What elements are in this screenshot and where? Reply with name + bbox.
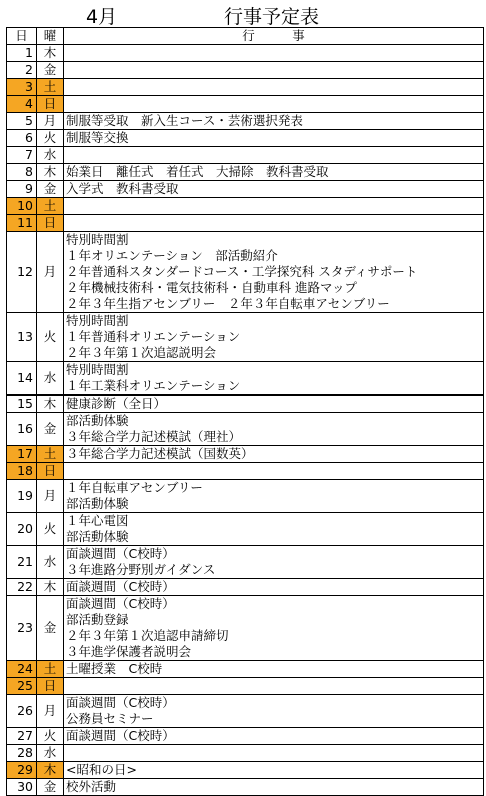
event-line: １年オリエンテーション 部活動紹介: [66, 248, 278, 263]
weekday-cell: 火: [37, 728, 64, 745]
event-cell: [64, 463, 484, 480]
table-row: [7, 79, 484, 96]
table-row: [7, 181, 484, 198]
event-line: 面談週間（C校時）: [66, 546, 175, 561]
event-cell: [64, 362, 484, 396]
table-row: [7, 130, 484, 147]
event-cell: [64, 215, 484, 232]
table-row: [7, 661, 484, 678]
event-line: 面談週間（C校時）: [66, 579, 175, 594]
event-line: 面談週間（C校時）: [66, 596, 175, 611]
day-cell: 25: [7, 678, 37, 695]
table-row: [7, 313, 484, 362]
day-cell: 29: [7, 762, 37, 779]
event-cell: [64, 181, 484, 198]
table-row: [7, 113, 484, 130]
table-row: [7, 695, 484, 728]
day-cell: 28: [7, 745, 37, 762]
event-line: 土曜授業 C校時: [66, 661, 163, 676]
weekday-cell: 土: [37, 446, 64, 463]
event-line: 公務員セミナー: [66, 711, 154, 726]
event-cell: [64, 79, 484, 96]
event-cell: [64, 232, 484, 313]
event-line: ２年機械技術科・電気技術科・自動車科 進路マップ: [66, 280, 357, 295]
event-line: 面談週間（C校時）: [66, 728, 175, 743]
weekday-cell: 金: [37, 596, 64, 661]
event-line: 入学式 教科書受取: [66, 181, 179, 196]
table-row: [7, 762, 484, 779]
weekday-cell: 日: [37, 215, 64, 232]
event-cell: [64, 728, 484, 745]
event-cell: [64, 745, 484, 762]
event-cell: [64, 661, 484, 678]
weekday-cell: 月: [37, 232, 64, 313]
event-line: 健康診断（全日）: [66, 396, 167, 411]
title-month: 4月: [86, 6, 118, 28]
title-main: 行事予定表: [224, 6, 320, 28]
day-cell: 11: [7, 215, 37, 232]
event-cell: [64, 313, 484, 362]
weekday-cell: 日: [37, 96, 64, 113]
day-cell: 22: [7, 579, 37, 596]
weekday-cell: 金: [37, 62, 64, 79]
event-cell: [64, 579, 484, 596]
event-cell: [64, 695, 484, 728]
table-row: [7, 480, 484, 513]
event-cell: [64, 198, 484, 215]
event-line: ３年進路分野別ガイダンス: [66, 562, 216, 577]
weekday-cell: 月: [37, 113, 64, 130]
weekday-cell: 土: [37, 661, 64, 678]
day-cell: 24: [7, 661, 37, 678]
event-line: 特別時間割: [66, 313, 129, 328]
day-cell: 26: [7, 695, 37, 728]
event-line: [66, 147, 483, 163]
event-cell: [64, 596, 484, 661]
day-cell: 8: [7, 164, 37, 181]
event-cell: [64, 62, 484, 79]
header-weekday: 曜: [37, 28, 64, 45]
weekday-cell: 金: [37, 779, 64, 796]
weekday-cell: 火: [37, 130, 64, 147]
event-line: 部活動体験: [66, 413, 129, 428]
event-line: 特別時間割: [66, 232, 129, 247]
weekday-cell: 土: [37, 79, 64, 96]
weekday-cell: 木: [37, 45, 64, 62]
weekday-cell: 日: [37, 678, 64, 695]
page-title: [0, 0, 486, 26]
event-line: 始業日 離任式 着任式 大掃除 教科書受取: [66, 164, 329, 179]
table-row: [7, 215, 484, 232]
day-cell: 4: [7, 96, 37, 113]
day-cell: 15: [7, 395, 37, 413]
table-row: [7, 728, 484, 745]
weekday-cell: 木: [37, 164, 64, 181]
event-cell: [64, 513, 484, 546]
weekday-cell: 木: [37, 579, 64, 596]
event-line: [66, 215, 483, 231]
event-line: ２年３年第１次追認説明会: [66, 345, 217, 360]
event-line: [66, 79, 483, 95]
table-row: [7, 446, 484, 463]
event-line: [66, 45, 483, 61]
weekday-cell: 水: [37, 147, 64, 164]
event-line: ２年３年生指アセンブリー ２年３年自転車アセンブリー: [66, 296, 390, 311]
day-cell: 16: [7, 413, 37, 446]
event-line: [66, 198, 483, 214]
weekday-cell: 水: [37, 362, 64, 396]
event-cell: [64, 147, 484, 164]
day-cell: 1: [7, 45, 37, 62]
event-line: [66, 62, 483, 78]
event-cell: [64, 96, 484, 113]
day-cell: 7: [7, 147, 37, 164]
event-cell: [64, 130, 484, 147]
day-cell: 14: [7, 362, 37, 396]
event-cell: [64, 762, 484, 779]
weekday-cell: 金: [37, 181, 64, 198]
table-row: [7, 678, 484, 695]
event-line: １年心電図: [66, 513, 129, 528]
day-cell: 2: [7, 62, 37, 79]
day-cell: 17: [7, 446, 37, 463]
header-row: [7, 28, 484, 45]
weekday-cell: 土: [37, 198, 64, 215]
event-cell: [64, 546, 484, 579]
event-cell: [64, 480, 484, 513]
event-line: ３年総合学力記述模試（国数英）: [66, 446, 254, 461]
day-cell: 21: [7, 546, 37, 579]
day-cell: 30: [7, 779, 37, 796]
table-row: [7, 147, 484, 164]
event-line: １年工業科オリエンテーション: [66, 378, 241, 393]
event-line: [66, 678, 483, 694]
table-row: [7, 164, 484, 181]
weekday-cell: 月: [37, 480, 64, 513]
weekday-cell: 火: [37, 313, 64, 362]
table-row: [7, 96, 484, 113]
table-row: [7, 513, 484, 546]
table-row: [7, 45, 484, 62]
event-line: 制服等受取 新入生コース・芸術選択発表: [66, 113, 303, 128]
event-line: 特別時間割: [66, 362, 129, 377]
event-cell: [64, 395, 484, 413]
event-cell: [64, 164, 484, 181]
event-line: <昭和の日>: [66, 762, 137, 777]
table-row: [7, 463, 484, 480]
day-cell: 10: [7, 198, 37, 215]
event-line: 校外活動: [66, 779, 117, 794]
day-cell: 20: [7, 513, 37, 546]
event-line: ３年総合学力記述模試（理社）: [66, 429, 242, 444]
event-line: [66, 463, 483, 479]
event-line: ２年普通科スタンダードコース・工学探究科 スタディサポート: [66, 264, 418, 279]
day-cell: 9: [7, 181, 37, 198]
event-line: 制服等交換: [66, 130, 129, 145]
event-line: １年普通科オリエンテーション: [66, 329, 241, 344]
event-cell: [64, 413, 484, 446]
table-row: [7, 413, 484, 446]
day-cell: 23: [7, 596, 37, 661]
event-line: 部活動体験: [66, 529, 129, 544]
event-line: 面談週間（C校時）: [66, 695, 175, 710]
event-line: [66, 745, 483, 761]
weekday-cell: 火: [37, 513, 64, 546]
table-row: [7, 745, 484, 762]
schedule-table: [6, 27, 484, 796]
day-cell: 27: [7, 728, 37, 745]
event-cell: [64, 678, 484, 695]
header-day: 日: [7, 28, 37, 45]
weekday-cell: 日: [37, 463, 64, 480]
table-row: [7, 579, 484, 596]
table-row: [7, 546, 484, 579]
event-cell: [64, 113, 484, 130]
event-line: ２年３年第１次追認申請締切: [66, 628, 229, 643]
table-row: [7, 62, 484, 79]
header-event: 行 事: [64, 28, 484, 45]
day-cell: 12: [7, 232, 37, 313]
day-cell: 5: [7, 113, 37, 130]
event-line: 部活動体験: [66, 496, 129, 511]
event-cell: [64, 779, 484, 796]
day-cell: 18: [7, 463, 37, 480]
table-row: [7, 395, 484, 413]
day-cell: 19: [7, 480, 37, 513]
day-cell: 3: [7, 79, 37, 96]
day-cell: 6: [7, 130, 37, 147]
table-row: [7, 362, 484, 396]
table-row: [7, 779, 484, 796]
event-cell: [64, 45, 484, 62]
weekday-cell: 金: [37, 413, 64, 446]
event-line: 部活動登録: [66, 612, 129, 627]
event-line: ３年進学保護者説明会: [66, 644, 192, 659]
weekday-cell: 木: [37, 762, 64, 779]
day-cell: 13: [7, 313, 37, 362]
event-line: １年自転車アセンブリー: [66, 480, 203, 495]
weekday-cell: 水: [37, 745, 64, 762]
weekday-cell: 水: [37, 546, 64, 579]
schedule-body: [7, 45, 484, 796]
event-line: [66, 96, 483, 112]
weekday-cell: 月: [37, 695, 64, 728]
event-cell: [64, 446, 484, 463]
table-row: [7, 232, 484, 313]
table-row: [7, 596, 484, 661]
table-row: [7, 198, 484, 215]
weekday-cell: 木: [37, 395, 64, 413]
